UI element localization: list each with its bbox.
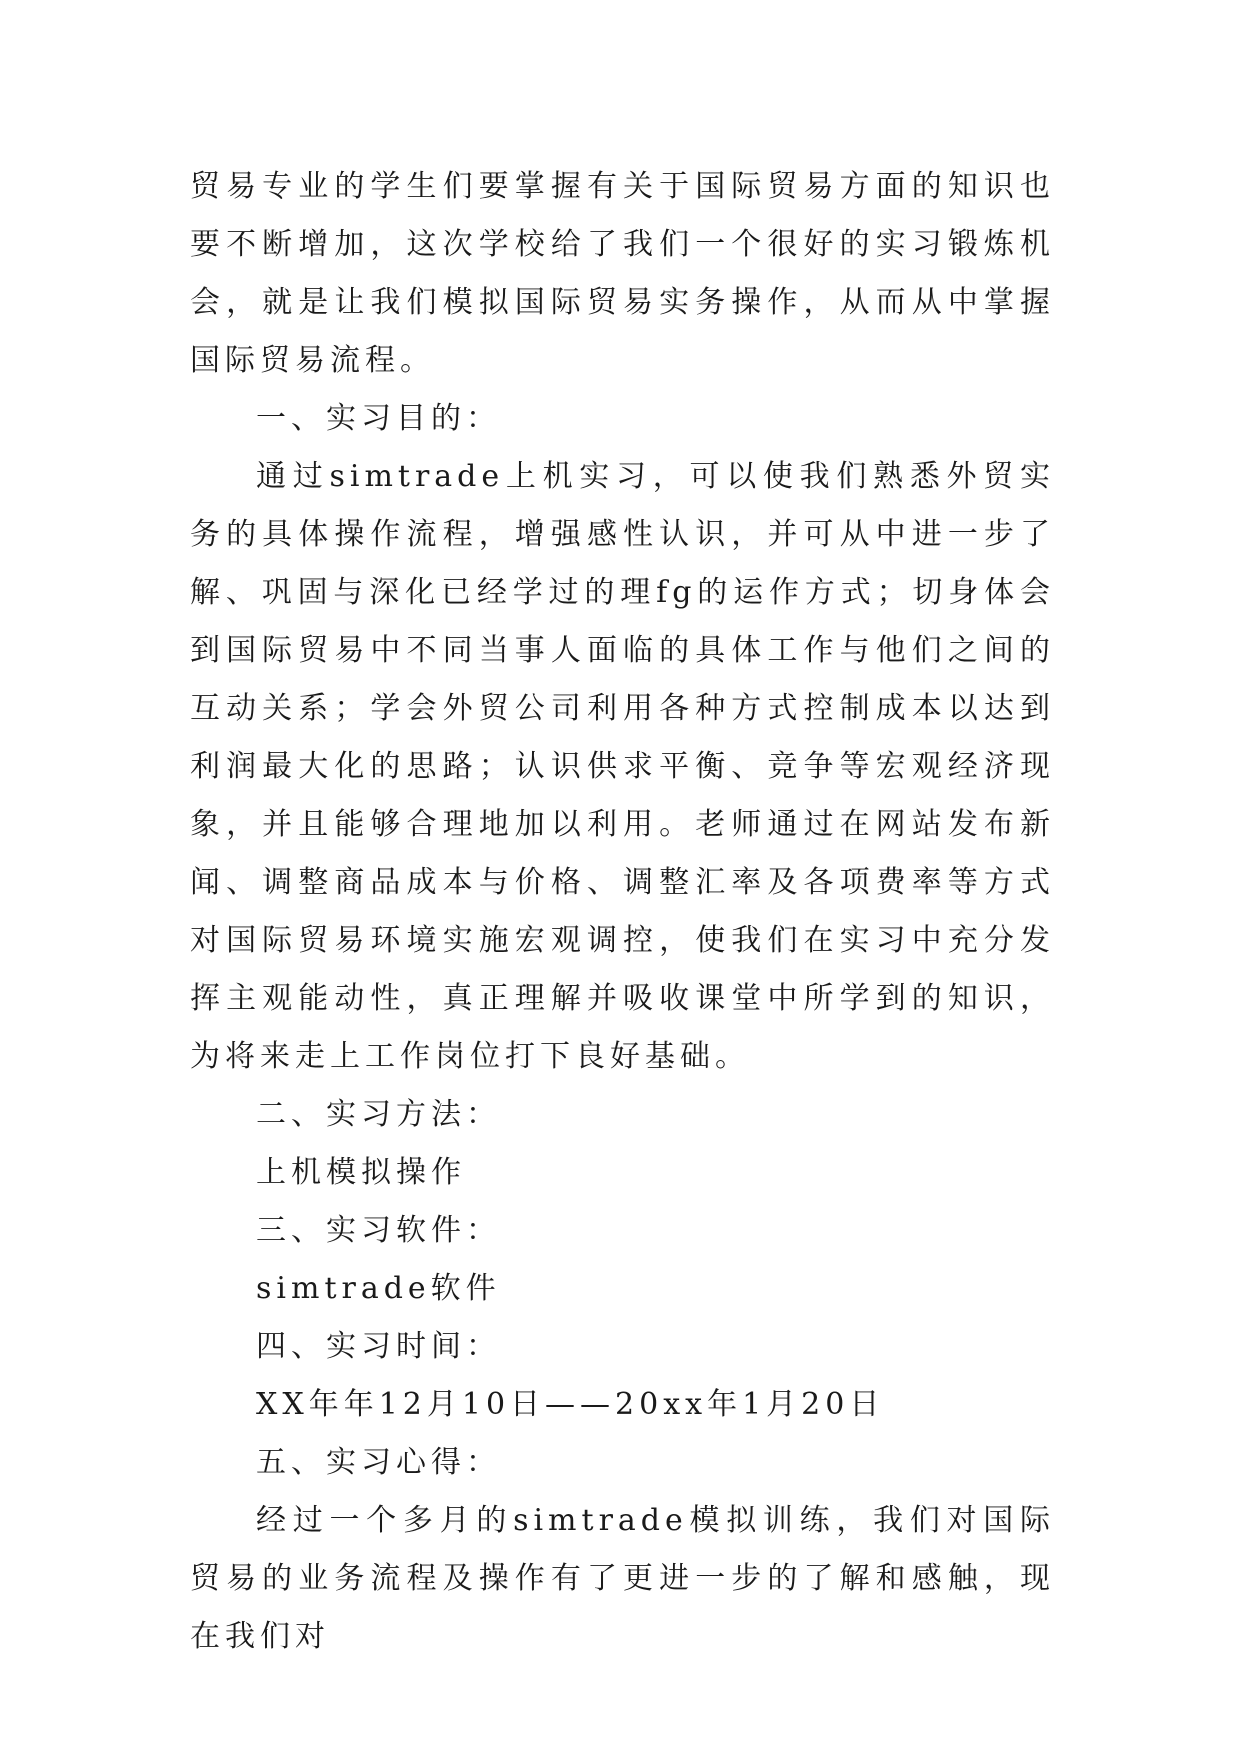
paragraph-intro: 贸易专业的学生们要掌握有关于国际贸易方面的知识也要不断增加，这次学校给了我们一个很好的实习锻炼机会，就是让我们模拟国际贸易实务操作，从而从中掌握国际贸易流程。 — [190, 169, 1055, 378]
heading-time: 四、实习时间： — [256, 1329, 501, 1364]
paragraph-time: XX年年12月10日——20xx年1月20日 — [256, 1387, 885, 1422]
document-body — [190, 158, 1055, 1666]
heading-method: 二、实习方法： — [256, 1097, 501, 1132]
paragraph-purpose: 通过simtrade上机实习，可以使我们熟悉外贸实务的具体操作流程，增强感性认识，并可从中进一步了解、巩固与深化已经学过的理fg的运作方式；切身体会到国际贸易中不同当事人面临的具体工作与他们之间的互动关系；学会外贸公司利用各种方式控制成本以达到利润最大化的思路；认识供求平衡、竞争等宏观经济现象，并且能够合理地加以利用。老师通过在网站发布新闻、调整商品成本与价格、调整汇率及各项费率等方式对国际贸易环境实施宏观调控，使我们在实习中充分发挥主观能动性，真正理解并吸收课堂中所学到的知识，为将来走上工作岗位打下良好基础。 — [190, 459, 1055, 1074]
heading-experience: 五、实习心得： — [256, 1445, 501, 1480]
paragraph-experience: 经过一个多月的simtrade模拟训练，我们对国际贸易的业务流程及操作有了更进一步的了解和感触，现在我们对 — [190, 1503, 1055, 1654]
paragraph-software: simtrade软件 — [256, 1271, 501, 1306]
heading-software: 三、实习软件： — [256, 1213, 501, 1248]
paragraph-method: 上机模拟操作 — [256, 1155, 466, 1190]
heading-purpose: 一、实习目的： — [256, 401, 501, 436]
